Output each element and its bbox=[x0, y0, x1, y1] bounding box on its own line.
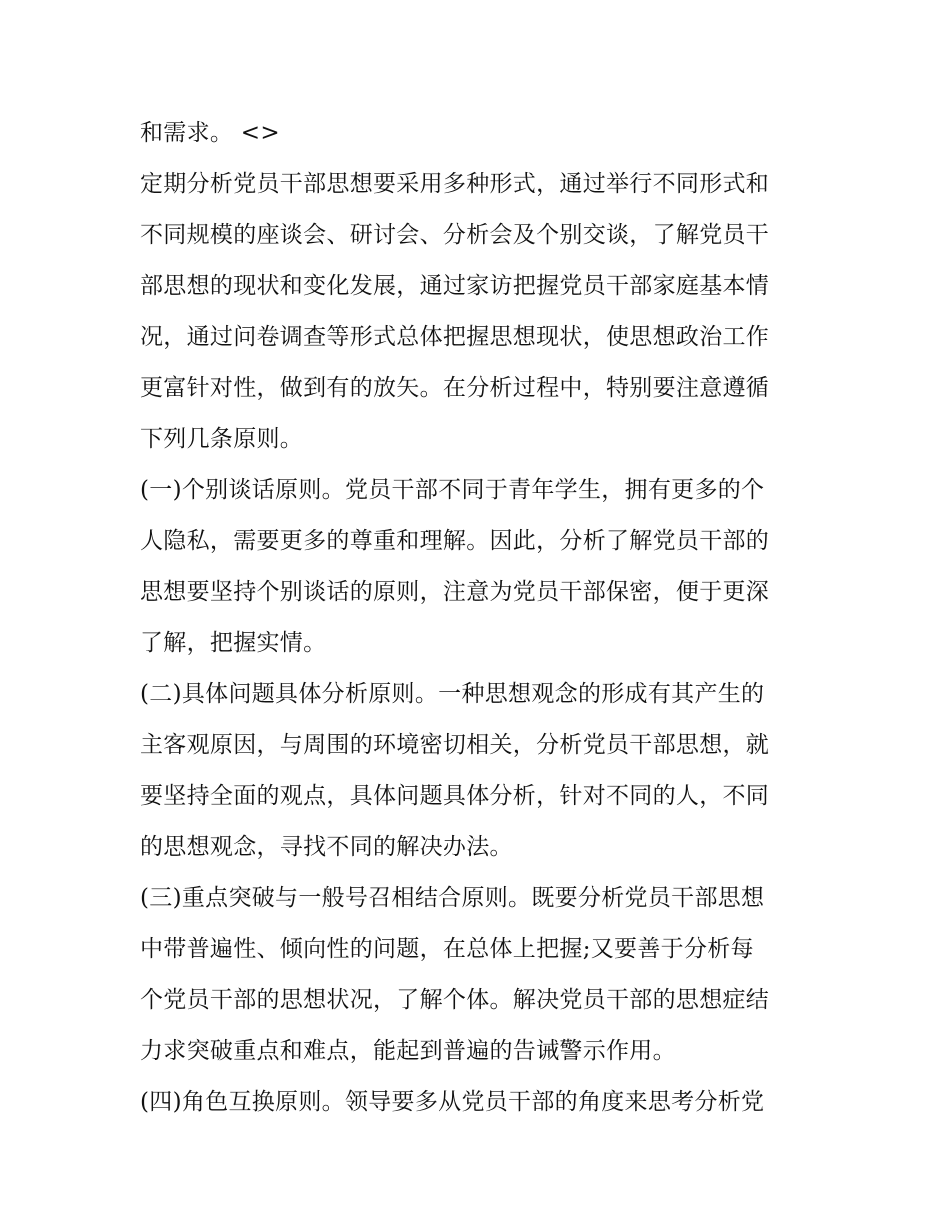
text-line: 不同规模的座谈会、研讨会、分析会及个别交谈，了解党员干 bbox=[140, 222, 770, 248]
text-line: 的思想观念，寻找不同的解决办法。 bbox=[140, 834, 513, 860]
text-line: 中带普遍性、倾向性的问题，在总体上把握;又要善于分析每 bbox=[140, 936, 754, 962]
text-line: 部思想的现状和变化发展，通过家访把握党员干部家庭基本情 bbox=[140, 273, 770, 299]
text-line: (二)具体问题具体分析原则。一种思想观念的形成有其产生的 bbox=[140, 681, 765, 707]
text-line: 下列几条原则。 bbox=[140, 426, 304, 452]
text-line: (四)角色互换原则。领导要多从党员干部的角度来思考分析党 bbox=[140, 1089, 765, 1115]
text-line: 要坚持全面的观点，具体问题具体分析，针对不同的人，不同 bbox=[140, 783, 770, 809]
text-line: (三)重点突破与一般号召相结合原则。既要分析党员干部思想 bbox=[140, 885, 765, 911]
text-line: 人隐私，需要更多的尊重和理解。因此，分析了解党员干部的 bbox=[140, 528, 770, 554]
text-line: (一)个别谈话原则。党员干部不同于青年学生，拥有更多的个 bbox=[140, 477, 765, 503]
text-line: 更富针对性，做到有的放矢。在分析过程中，特别要注意遵循 bbox=[140, 375, 770, 401]
text-line: 力求突破重点和难点，能起到普遍的告诫警示作用。 bbox=[140, 1038, 676, 1064]
text-line: 了解，把握实情。 bbox=[140, 630, 327, 656]
text-line: 定期分析党员干部思想要采用多种形式，通过举行不同形式和 bbox=[140, 171, 770, 197]
text-line: 主客观原因，与周围的环境密切相关，分析党员干部思想，就 bbox=[140, 732, 770, 758]
text-line: 个党员干部的思想状况，了解个体。解决党员干部的思想症结 bbox=[140, 987, 770, 1013]
document-body bbox=[140, 108, 820, 1128]
text-line: 和需求。 <> bbox=[140, 120, 280, 146]
text-line: 思想要坚持个别谈话的原则，注意为党员干部保密，便于更深 bbox=[140, 579, 770, 605]
text-line: 况，通过问卷调查等形式总体把握思想现状，使思想政治工作 bbox=[140, 324, 770, 350]
